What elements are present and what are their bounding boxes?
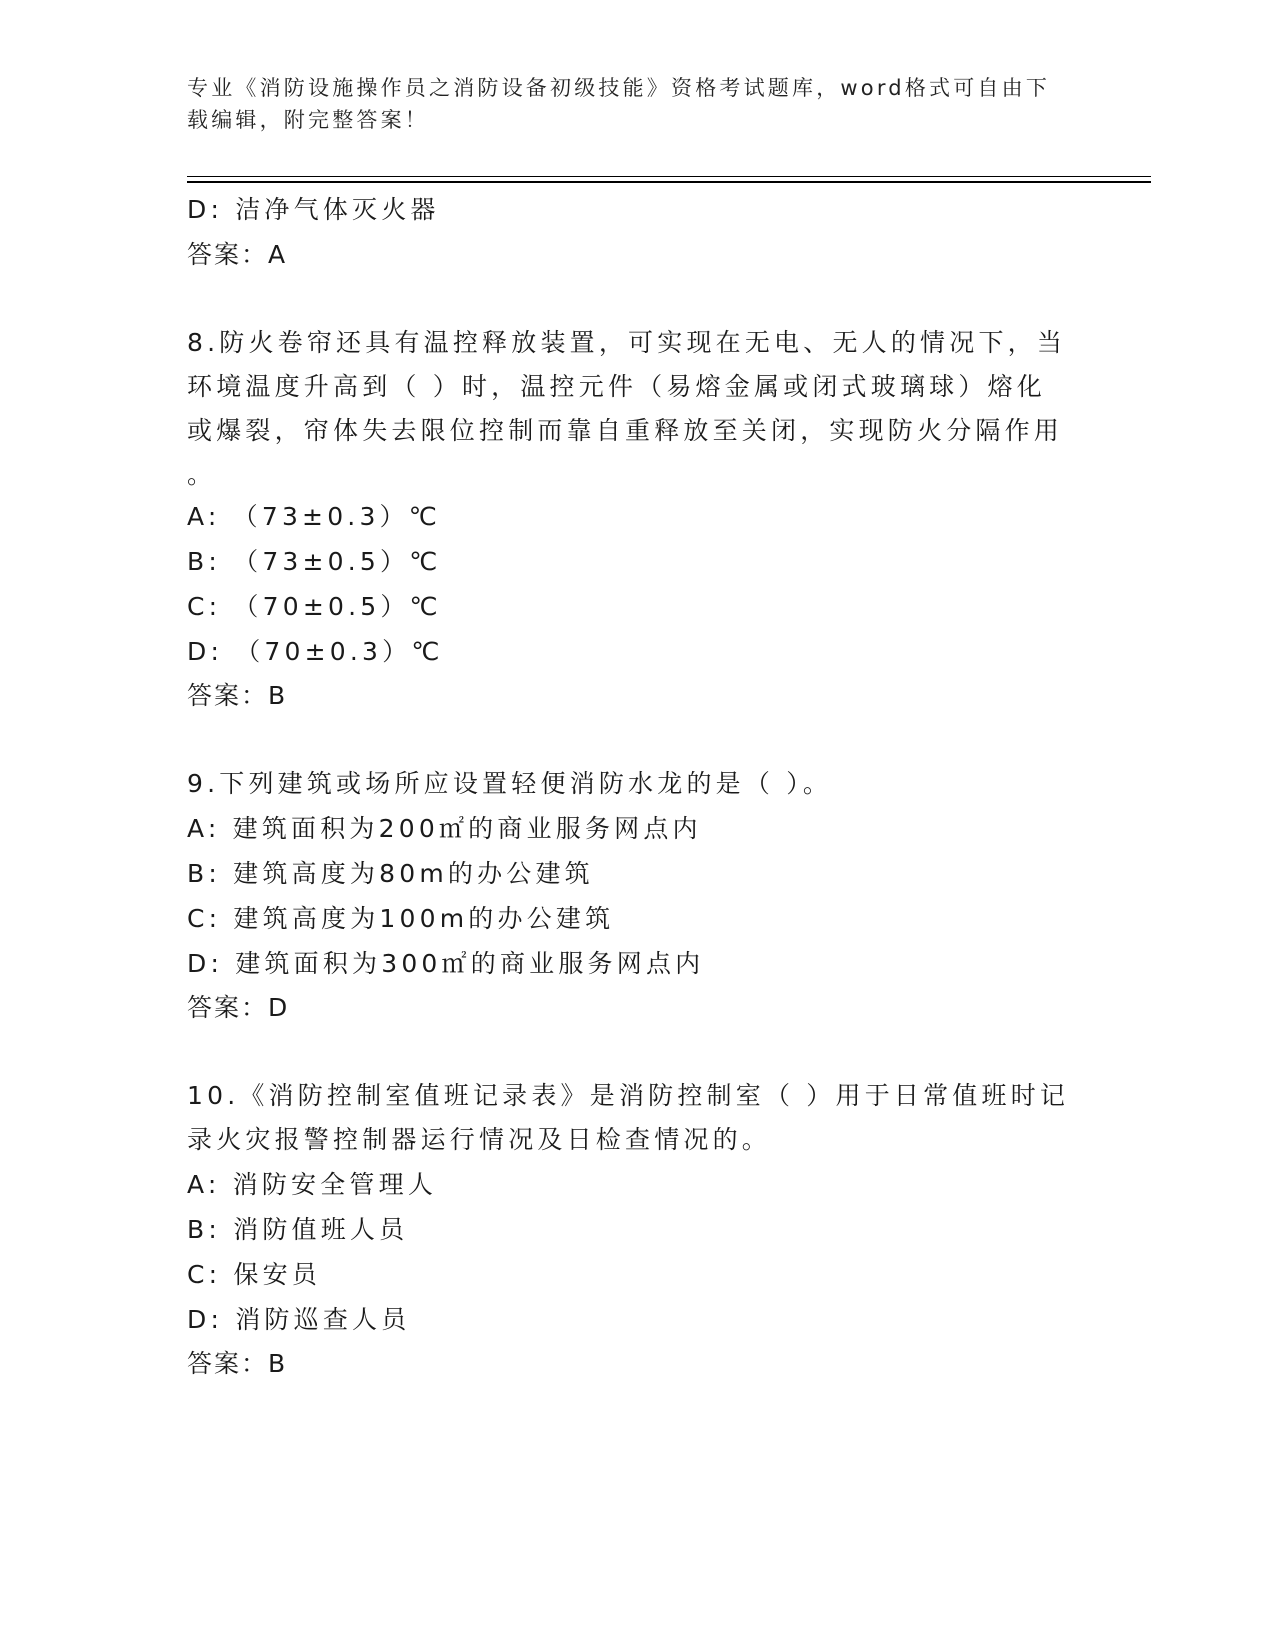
prev-answer: 答案：A: [187, 240, 288, 269]
q10-text-line-1: 10.《消防控制室值班记录表》是消防控制室（ ）用于日常值班时记: [187, 1081, 1070, 1110]
page-header: [187, 72, 1067, 136]
header-divider-thick: [187, 181, 1151, 183]
q8-text-line-4: 。: [187, 460, 217, 489]
q9-text-line-1: 9.下列建筑或场所应设置轻便消防水龙的是（ ）。: [187, 769, 833, 798]
q9-answer: 答案：D: [187, 993, 290, 1022]
q8-option-d: D: （70±0.3）℃: [187, 637, 444, 666]
q10-answer: 答案：B: [187, 1349, 288, 1378]
q10-option-a: A: 消防安全管理人: [187, 1170, 438, 1199]
q9-option-d: D: 建筑面积为300㎡的商业服务网点内: [187, 949, 705, 978]
q8-text-line-3: 或爆裂，帘体失去限位控制而靠自重释放至关闭，实现防火分隔作用: [187, 416, 1064, 445]
q9-option-a: A: 建筑面积为200㎡的商业服务网点内: [187, 814, 702, 843]
q8-text-line-1: 8.防火卷帘还具有温控释放装置，可实现在无电、无人的情况下，当: [187, 328, 1067, 357]
prev-option-d: D: 洁净气体灭火器: [187, 195, 440, 224]
q8-answer: 答案：B: [187, 681, 288, 710]
q8-text-line-2: 环境温度升高到（ ）时，温控元件（易熔金属或闭式玻璃球）熔化: [187, 372, 1046, 401]
q8-option-a: A: （73±0.3）℃: [187, 502, 442, 531]
q9-option-c: C: 建筑高度为100m的办公建筑: [187, 904, 615, 933]
q8-option-c: C: （70±0.5）℃: [187, 592, 442, 621]
header-line-2: 载编辑，附完整答案！: [187, 108, 429, 132]
q9-option-b: B: 建筑高度为80m的办公建筑: [187, 859, 594, 888]
q10-option-b: B: 消防值班人员: [187, 1215, 409, 1244]
q8-option-b: B: （73±0.5）℃: [187, 547, 442, 576]
q10-text-line-2: 录火灾报警控制器运行情况及日检查情况的。: [187, 1125, 772, 1154]
q10-option-d: D: 消防巡查人员: [187, 1305, 411, 1334]
header-line-1: 专业《消防设施操作员之消防设备初级技能》资格考试题库，word格式可自由下: [187, 76, 1051, 100]
q10-option-c: C: 保安员: [187, 1260, 322, 1289]
header-divider: [187, 176, 1151, 177]
